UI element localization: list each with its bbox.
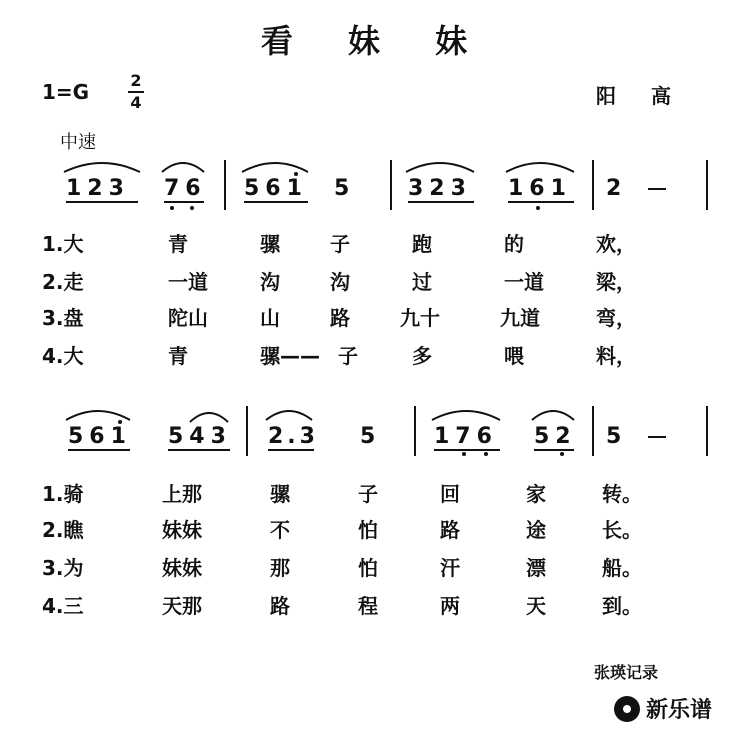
lower-octave-dot	[484, 452, 488, 456]
lyric-word: 一道	[504, 270, 544, 294]
time-signature	[126, 72, 146, 112]
note-group: 52	[534, 424, 577, 449]
lyric-word: 过	[412, 270, 432, 294]
lyric-word: 路	[440, 518, 460, 542]
lyric-word: 骡——	[260, 344, 320, 368]
lyric-word: 山	[260, 306, 280, 330]
lyric-word: 1.大	[42, 232, 84, 256]
note-group: 2.3	[268, 424, 319, 449]
lyric-word: 转。	[602, 482, 642, 506]
time-signature-top: 2	[130, 71, 142, 90]
lyric-word: 上那	[162, 482, 202, 506]
barline	[414, 406, 416, 456]
final-barline	[706, 406, 708, 456]
barline	[224, 160, 226, 210]
lyric-word: 陀山	[168, 306, 208, 330]
lyric-word: 途	[526, 518, 546, 542]
site-logo[interactable]	[614, 693, 712, 724]
lyric-word: 骡	[260, 232, 280, 256]
lyric-word: 4.三	[42, 594, 84, 618]
lower-octave-dot	[190, 206, 194, 210]
sustain-dash	[648, 436, 666, 438]
slur	[264, 408, 314, 422]
lyric-word: 跑	[412, 232, 432, 256]
lyric-word: 欢，	[596, 232, 636, 256]
lyric-word: 多	[412, 344, 432, 368]
lyric-word: 一道	[168, 270, 208, 294]
lyric-word: 路	[330, 306, 350, 330]
key-signature: 1=G	[42, 80, 90, 104]
note-group: 561	[244, 176, 308, 201]
slur	[160, 160, 206, 174]
lyric-word: 妹妹	[162, 518, 202, 542]
lyric-word: 程	[358, 594, 378, 618]
lyric-word: 子	[338, 344, 358, 368]
note-group: 176	[434, 424, 500, 451]
note: 2	[606, 176, 622, 201]
note-group: 123	[66, 176, 138, 203]
recorder-credit: 张瑛记录	[594, 663, 659, 682]
lyric-word: 青	[168, 344, 188, 368]
lyric-word: 妹妹	[162, 556, 202, 580]
lyric-word: 那	[270, 556, 290, 580]
lyric-word: 漂	[526, 556, 546, 580]
lyric-word: 回	[440, 482, 460, 506]
lower-octave-dot	[170, 206, 174, 210]
lyric-word: 骡	[270, 482, 290, 506]
note-group: 161	[508, 176, 574, 203]
lyric-word: 子	[330, 232, 350, 256]
lyric-word: 料，	[596, 344, 636, 368]
lyric-word: 汗	[440, 556, 460, 580]
lyric-word: 1.骑	[42, 482, 84, 506]
lyric-word: 沟	[330, 270, 350, 294]
note: 5	[334, 176, 350, 201]
lyric-word: 不	[270, 518, 290, 542]
tempo-marking: 中速	[60, 132, 96, 153]
upper-octave-dot	[294, 172, 298, 176]
lyric-word: 九道	[500, 306, 540, 330]
slur	[240, 160, 310, 174]
lyric-word: 的	[504, 232, 524, 256]
author: 阳 高	[596, 84, 685, 108]
lyric-word: 到。	[602, 594, 642, 618]
sustain-dash	[648, 188, 666, 190]
lyric-word: 天	[526, 594, 546, 618]
note-group: 543	[168, 424, 232, 449]
lyric-word: 路	[270, 594, 290, 618]
lyric-word: 家	[526, 482, 546, 506]
lyric-word: 2.瞧	[42, 518, 84, 542]
note: 5	[360, 424, 376, 449]
slur	[62, 160, 142, 174]
slur	[504, 160, 576, 174]
logo-text: 新乐谱	[646, 698, 713, 723]
lyric-word: 喂	[504, 344, 524, 368]
lyric-word: 子	[358, 482, 378, 506]
slur	[188, 410, 230, 424]
time-signature-bottom: 4	[130, 93, 142, 112]
lyric-word: 沟	[260, 270, 280, 294]
lower-octave-dot	[560, 452, 564, 456]
lyric-word: 梁，	[596, 270, 636, 294]
slur	[64, 408, 132, 422]
lyric-word: 弯，	[596, 306, 636, 330]
note-group: 561	[68, 424, 132, 449]
lyric-word: 3.盘	[42, 306, 84, 330]
lyric-word: 九十	[400, 306, 440, 330]
lyric-word: 两	[440, 594, 460, 618]
note-group: 323	[408, 176, 474, 203]
lyric-word: 怕	[358, 518, 378, 542]
barline	[592, 406, 594, 456]
upper-octave-dot	[118, 420, 122, 424]
slur	[430, 408, 502, 422]
lyric-word: 怕	[358, 556, 378, 580]
note-group: 76	[164, 176, 207, 201]
slur	[530, 408, 576, 422]
lyric-word: 船。	[602, 556, 642, 580]
lyric-word: 4.大	[42, 344, 84, 368]
barline	[390, 160, 392, 210]
lyric-word: 天那	[162, 594, 202, 618]
final-barline	[706, 160, 708, 210]
lyric-word: 长。	[602, 518, 642, 542]
lyric-word: 3.为	[42, 556, 84, 580]
note: 5	[606, 424, 622, 449]
lower-octave-dot	[536, 206, 540, 210]
song-title: 看 妹 妹	[260, 22, 490, 60]
lyric-word: 2.走	[42, 270, 84, 294]
lower-octave-dot	[462, 452, 466, 456]
lyric-word: 青	[168, 232, 188, 256]
slur	[404, 160, 476, 174]
barline	[246, 406, 248, 456]
disc-icon	[614, 696, 640, 722]
barline	[592, 160, 594, 210]
